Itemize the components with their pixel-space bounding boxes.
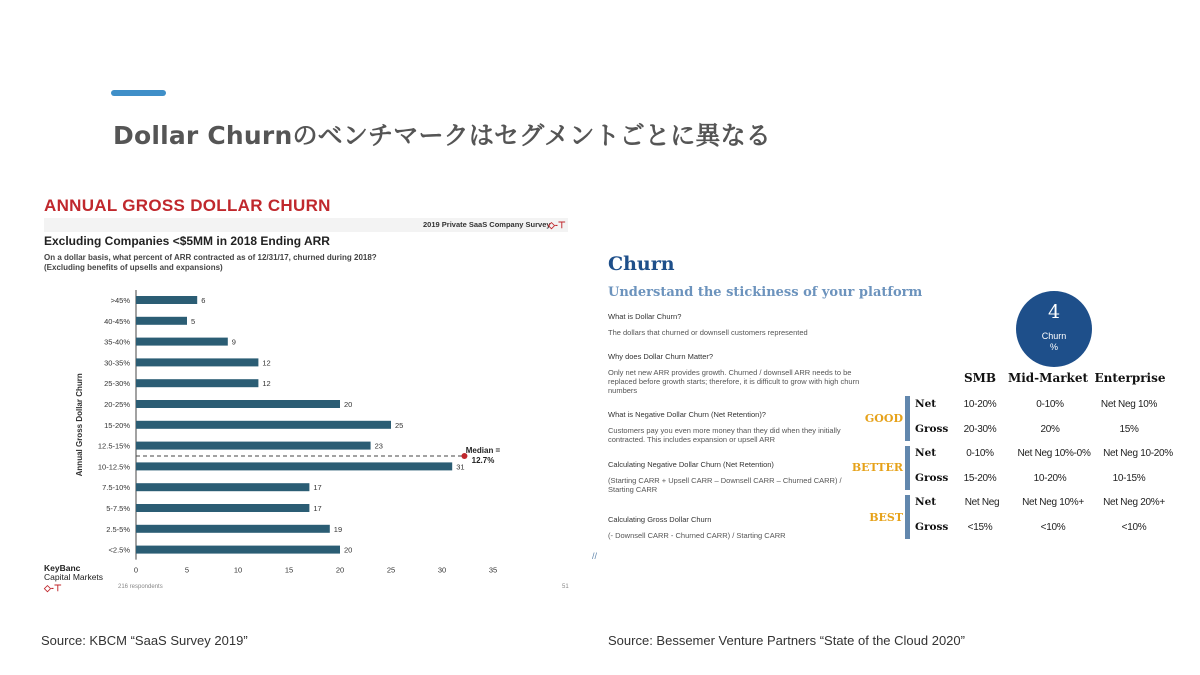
chart-question bbox=[44, 253, 464, 273]
key-logo-icon: ◇‑⊤ bbox=[548, 220, 566, 230]
category-label: 7.5-10% bbox=[102, 483, 130, 493]
qa-question: Calculating Negative Dollar Churn (Net Retention) bbox=[608, 460, 774, 469]
category-label: 10-12.5% bbox=[97, 462, 130, 472]
chart-subtitle: Excluding Companies <$5MM in 2018 Ending ARR bbox=[44, 234, 330, 248]
table-cell: Net Neg 10-20% bbox=[1103, 448, 1173, 459]
x-tick-label: 10 bbox=[233, 565, 243, 575]
qa-block bbox=[608, 460, 866, 494]
row-label-gross: Gross bbox=[915, 423, 949, 435]
tier-better-label: BETTER bbox=[851, 461, 903, 474]
keybanc-brand bbox=[44, 564, 103, 582]
badge-number: 4 bbox=[1047, 301, 1061, 323]
survey-label: 2019 Private SaaS Company Survey bbox=[423, 220, 551, 229]
qa-question: Calculating Gross Dollar Churn bbox=[608, 515, 712, 524]
x-tick-label: 35 bbox=[488, 565, 498, 575]
table-cell: Net Neg bbox=[964, 497, 1000, 508]
bar-15-20% bbox=[136, 421, 391, 429]
x-tick-label: 30 bbox=[437, 565, 447, 575]
qa-answer: (- Downsell CARR - Churned CARR) / Starting CARR bbox=[608, 531, 786, 540]
question-line-1: On a dollar basis, what percent of ARR contracted as of 12/31/17, churned during 2018? bbox=[44, 253, 377, 262]
bar-5-7.5% bbox=[136, 504, 309, 512]
table-cell: Net Neg 10% bbox=[1100, 399, 1158, 410]
respondents-note: 216 respondents bbox=[118, 584, 163, 590]
qa-answer: (Starting CARR + Upsell CARR – Downsell CARR – Churned CARR) / Starting CARR bbox=[608, 476, 842, 494]
qa-question: What is Dollar Churn? bbox=[608, 312, 682, 321]
table-cell: <10% bbox=[1121, 522, 1147, 533]
table-cell: 10-15% bbox=[1112, 473, 1146, 484]
panel-title: Churn bbox=[608, 253, 675, 275]
qa-question: What is Negative Dollar Churn (Net Retention)? bbox=[608, 410, 766, 419]
bar-30-35% bbox=[136, 358, 258, 366]
table-cell: 0-10% bbox=[966, 448, 994, 459]
chart-heading: ANNUAL GROSS DOLLAR CHURN bbox=[44, 196, 331, 215]
source-right: Source: Bessemer Venture Partners “State of the Cloud 2020” bbox=[608, 633, 965, 648]
bar-20-25% bbox=[136, 400, 340, 408]
page-number: 51 bbox=[562, 584, 569, 590]
category-label: 5-7.5% bbox=[106, 504, 130, 513]
table-cell: 0-10% bbox=[1036, 399, 1064, 410]
tier-best-bar bbox=[905, 495, 910, 539]
table-cell: Net Neg 10%+ bbox=[1022, 497, 1084, 508]
data-label: 20 bbox=[344, 545, 353, 555]
table-cell: 15-20% bbox=[963, 473, 997, 484]
category-label: <2.5% bbox=[108, 545, 130, 555]
x-tick-label: 20 bbox=[335, 565, 345, 575]
data-label: 17 bbox=[313, 504, 322, 513]
tier-good-label: GOOD bbox=[864, 412, 903, 425]
row-label-net: Net bbox=[915, 447, 937, 459]
qa-question: Why does Dollar Churn Matter? bbox=[608, 352, 714, 361]
bar-7.5-10% bbox=[136, 483, 309, 491]
badge-unit: % bbox=[1049, 342, 1058, 352]
data-label: 5 bbox=[191, 316, 196, 326]
table-cell: <15% bbox=[967, 522, 993, 533]
table-cell: 10-20% bbox=[1033, 473, 1067, 484]
qa-block bbox=[608, 352, 866, 395]
bar->45% bbox=[136, 296, 197, 304]
table-cell: 20% bbox=[1040, 424, 1060, 435]
median-value: 12.7% bbox=[471, 456, 495, 465]
churn-badge bbox=[1016, 291, 1092, 367]
tier-best-label: BEST bbox=[869, 511, 903, 524]
table-cell: 10-20% bbox=[963, 399, 997, 410]
bvp-logo-icon: // bbox=[592, 551, 598, 561]
data-label: 20 bbox=[344, 400, 353, 409]
table-cell: Net Neg 10%-0% bbox=[1017, 448, 1091, 459]
brand-line-1: KeyBanc bbox=[44, 563, 81, 573]
slide-title: Dollar Churnのベンチマークはセグメントごとに異なる bbox=[113, 121, 771, 150]
row-label-gross: Gross bbox=[915, 472, 949, 484]
bar-2.5-5% bbox=[136, 525, 330, 533]
brand-line-2: Capital Markets bbox=[44, 572, 104, 582]
data-label: 19 bbox=[333, 524, 343, 534]
category-label: 15-20% bbox=[104, 420, 130, 430]
table-cell: <10% bbox=[1040, 522, 1066, 533]
median-label: Median = bbox=[465, 446, 501, 455]
category-label: 40-45% bbox=[104, 316, 130, 326]
data-label: 12 bbox=[262, 379, 271, 389]
badge-label: Churn bbox=[1041, 331, 1067, 341]
keybanc-logo-icon: ◇‑⊤ bbox=[44, 583, 62, 593]
qa-block bbox=[608, 515, 866, 540]
col-header-mid-market: Mid-Market bbox=[1007, 371, 1089, 385]
row-label-gross: Gross bbox=[915, 521, 949, 533]
accent-bar bbox=[111, 90, 166, 96]
bar-10-12.5% bbox=[136, 462, 452, 470]
data-label: 6 bbox=[201, 296, 206, 305]
bar-25-30% bbox=[136, 379, 258, 387]
tier-better-bar bbox=[905, 446, 910, 490]
table-cell: Net Neg 20%+ bbox=[1103, 497, 1165, 508]
y-axis-title: Annual Gross Dollar Churn bbox=[75, 373, 84, 477]
bar-35-40% bbox=[136, 338, 228, 346]
qa-block bbox=[608, 312, 866, 337]
x-tick-label: 15 bbox=[284, 565, 294, 575]
category-label: >45% bbox=[110, 296, 130, 305]
source-left: Source: KBCM “SaaS Survey 2019” bbox=[41, 633, 248, 648]
question-line-2: (Excluding benefits of upsells and expansions) bbox=[44, 263, 223, 272]
qa-block bbox=[608, 410, 866, 444]
table-cell: 15% bbox=[1119, 424, 1139, 435]
data-label: 12 bbox=[262, 358, 271, 368]
bar-<2.5% bbox=[136, 546, 340, 554]
category-label: 25-30% bbox=[104, 379, 130, 389]
category-label: 2.5-5% bbox=[106, 524, 130, 534]
category-label: 12.5-15% bbox=[97, 441, 130, 451]
row-label-net: Net bbox=[915, 398, 937, 410]
data-label: 17 bbox=[313, 483, 322, 493]
table-cell: 20-30% bbox=[963, 424, 997, 435]
bar-12.5-15% bbox=[136, 442, 371, 450]
data-label: 23 bbox=[374, 441, 383, 451]
data-label: 9 bbox=[231, 337, 236, 347]
row-label-net: Net bbox=[915, 496, 937, 508]
x-tick-label: 0 bbox=[133, 565, 139, 575]
qa-answer: The dollars that churned or downsell customers represented bbox=[608, 328, 808, 337]
bar-40-45% bbox=[136, 317, 187, 325]
data-label: 25 bbox=[395, 420, 404, 430]
category-label: 20-25% bbox=[104, 400, 130, 409]
churn-bar-chart bbox=[70, 286, 590, 582]
tier-good-bar bbox=[905, 396, 910, 441]
col-header-enterprise: Enterprise bbox=[1094, 371, 1166, 385]
x-tick-label: 25 bbox=[386, 565, 396, 575]
panel-subtitle: Understand the stickiness of your platform bbox=[608, 285, 923, 300]
x-tick-label: 5 bbox=[184, 565, 190, 575]
category-label: 30-35% bbox=[104, 358, 130, 368]
data-label: 31 bbox=[456, 462, 465, 472]
qa-answer: Customers pay you even more money than they did when they initially contracted. This includes expansion or upsell ARR bbox=[608, 426, 841, 444]
category-label: 35-40% bbox=[104, 337, 130, 347]
col-header-smb: SMB bbox=[963, 371, 997, 385]
qa-answer: Only net new ARR provides growth. Churned / downsell ARR needs to be replaced before growth starts; therefore, it is difficult to grow with high churn numbers bbox=[608, 368, 860, 395]
